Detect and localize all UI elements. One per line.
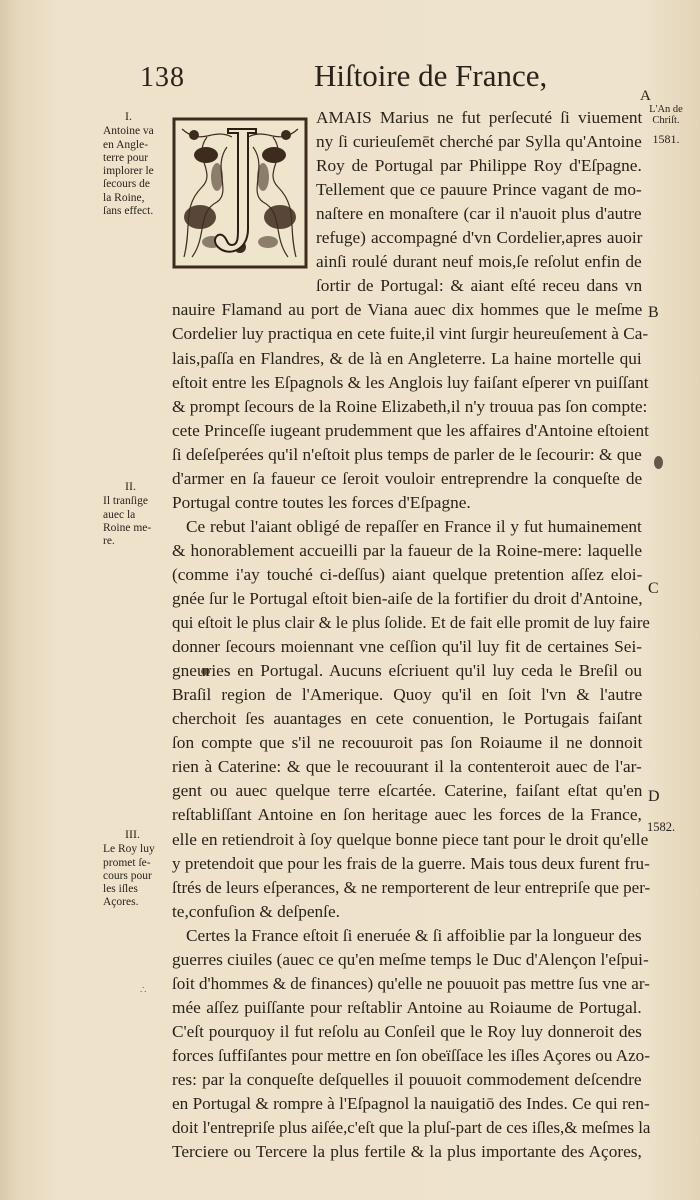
text-line: elle en retiendroit à ſoy quelque bonne piece tant pour le droit qu'elle [172,829,649,849]
section-letter-b: B [648,304,659,321]
page-header [0,58,700,98]
text-line: donner ſecours moiennant vne ceſſion qu'il luy fit de certaines Sei- [172,637,643,657]
text-line: gneuries en Portugal. Aucuns eſcriuent qu'il luy ceda le Breſil ou [172,661,643,681]
text-line: ſi deſeſperées qu'il n'eſtoit plus temps de parler de le ſecourir: & que [172,444,642,464]
running-title: Hiſtoire de France, [314,58,548,93]
margin-note-line: la Roine, [103,191,145,204]
margin-note-number: II. [125,479,136,493]
margin-note-2 [103,480,171,548]
text-line: Ce rebut l'aiant obligé de repaſſer en France il y fut humainement [186,516,642,536]
text-line: en Portugal & rompre à l'Eſpagnol la nauigatiō des Indes. Ce qui ren- [172,1094,650,1114]
text-line: te,confuſion & deſpenſe. [172,901,340,921]
text-line: cherchoit ſes auantages en cete conuention, le Portugais faiſant [172,709,643,729]
text-line: Certes la France eſtoit ſi eneruée & ſi affoiblie par la longueur des [186,925,642,945]
text-line: Roy de Portugal par Philippe Roy d'Eſpagne. [316,156,642,176]
text-line: d'armer en ſa faueur ce ſeroit vouloir entreprendre la conqueſte de [172,468,643,488]
margin-note-line: re. [103,535,115,548]
margin-note-line: ſecours de [103,178,150,191]
text-line: res: par la conqueſte deſquelles il pouuoit commodement deſcendre [172,1070,642,1089]
text-line: (comme i'ay touché ci-deſſus) aiant quelque pretention aſſez eloi- [172,564,643,584]
text-line: Tellement que ce pauure Prince vagant de mo- [316,180,642,200]
text-line: refuge) accompagné d'vn Cordelier,apres auoir [316,228,643,248]
year-note-year: 1581. [652,132,680,146]
stray-mark: ∴ [140,985,147,996]
text-line: forces ſuffiſantes pour mettre en ſon obeïſſace les iſles Açores ou Azo- [172,1045,650,1065]
text-line: ſoit d'hommes & de finances) qu'elle ne pouuoit pas mettre ſus vne ar- [172,973,650,993]
margin-note-number: III. [125,827,140,841]
text-line: reſtabliſſant Antoine en ſon heritage auec les forces de la France, [172,805,642,825]
text-line: & prompt ſecours de la Roine Elizabeth,il n'y trouua pas ſon compte: [172,396,648,416]
margin-note-line: Roine me- [103,521,152,534]
text-line: ainſi roulé durant neuf mois,ſe reſolut enfin de [316,252,642,272]
text-line: C'eſt pourquoy il fut reſolu au Conſeil que le Roy luy donneroit des [172,1021,642,1041]
text-line: naſtere en monaſtere (car il n'auoit plus d'autre [316,204,642,224]
ornamental-initial-j-icon [172,117,308,269]
margin-note-line: Le Roy luy [103,843,155,856]
text-line: ny ſi curieuſemēt cherché par Sylla qu'Antoine [316,132,642,152]
text-line: Portugal contre toutes les forces d'Eſpagne. [172,492,471,512]
year-note-label-2: Chriſt. [652,115,680,126]
margin-note-line: les iſles [103,883,138,896]
section-letter-d: D [648,788,660,805]
text-line: gnée ſur le Portugal eſtoit bien-aiſe de la fortifier du droit d'Antoine, [172,589,643,608]
text-line: lais,paſſa en Flandres, & de là en Angleterre. La haine mortelle qui [172,348,642,368]
text-line: cete Princeſſe iugeant prudemment que les affaires d'Antoine eſtoient [172,420,649,440]
text-line: AMAIS Marius ne fut perſecuté ſi viuement [316,108,643,127]
margin-note-line: Il tranſige [103,495,149,508]
decorated-initial [172,117,308,269]
margin-note-line: Antoine va [103,125,154,138]
text-line: doit l'entrepriſe plus aiſée,c'eſt que la pluſ-part de ces iſles,& meſmes la [172,1118,651,1138]
text-line: & honorablement accueilli par la faueur de la Roine-mere: laquelle [172,540,643,560]
text-line: rien à Caterine: & que le recouurant il la contenteroit auec de l'ar- [172,757,642,777]
margin-note-line: promet ſe- [103,856,151,869]
margin-note-number: I. [125,109,132,123]
margin-note-3 [103,828,171,910]
text-line: y pretendoit que pour les frais de la guerre. Mais tous deux furent fru- [172,853,650,873]
text-line: guerres ciuiles (auec ce qu'en meſme temps le Duc d'Alençon l'eſpui- [172,949,649,969]
margin-note-line: Açores. [103,896,139,909]
text-line: ſtrés de leurs eſperances, & ne remporterent de leur entrepriſe que per- [172,877,651,897]
text-line: ſortir de Portugal: & aiant eſté receu dans vn [316,276,643,296]
text-line: Braſil region de l'Amerique. Quoy qu'il en ſoit l'vn & l'autre [172,685,643,705]
text-line: mée aſſez puiſſante pour reſtablir Antoine au Roiaume de Portugal. [172,997,642,1017]
text-line: nauire Flamand au port de Viana auec dix hommes que le meſme [172,300,643,320]
ink-stain [654,456,663,469]
year-note [643,104,689,145]
section-letter-a: A [640,88,651,104]
section-letter-c: C [648,580,659,597]
margin-note-line: terre pour [103,151,149,164]
text-line: eſtoit entre les Eſpagnols & les Anglois luy faiſant eſperer vn puiſſant [172,372,649,392]
text-line: Cordelier luy practiqua en cete fuite,il vint ſurgir heureuſement à Ca- [172,324,649,344]
margin-note-1 [103,110,171,218]
side-year: 1582. [647,820,676,834]
margin-note-line: cours pour [103,869,152,882]
margin-note-line: auec la [103,508,136,521]
margin-note-line: en Angle- [103,138,149,151]
year-note-label-1: L'An de [649,104,683,115]
text-line: ſon compte que s'il ne recouuroit pas ſon Roiaume il ne donnoit [172,733,643,753]
margin-note-line: ſans effect. [103,205,154,218]
text-line: qui eſtoit le plus clair & le plus ſolide. Et de fait elle promit de luy faire [172,613,650,633]
margin-note-line: implorer le [103,165,154,178]
page-number: 138 [140,62,185,93]
text-line: gent ou auec quelque terre eſcartée. Caterine, faiſant eſtat qu'en [172,781,643,801]
text-line: Terciere ou Tercere la plus fertile & la plus importante des Açores, [172,1142,642,1162]
